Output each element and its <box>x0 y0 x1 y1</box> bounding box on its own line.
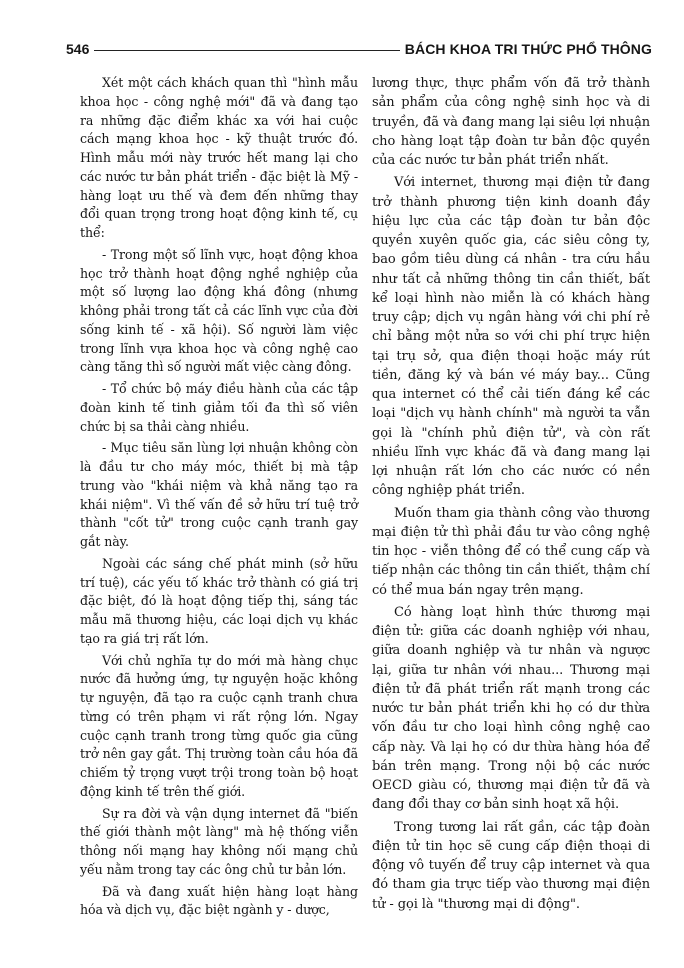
paragraph: - Mục tiêu săn lùng lợi nhuận không còn là đầu tư cho máy móc, thiết bị mà tập trung vào "khái niệm và khả năng tạo ra khái niệm". Vì thế vấn đề sở hữu trí tuệ trở thành "cốt tử" trong cuộc cạnh tranh gay gắt này. <box>80 440 358 549</box>
paragraph: Muốn tham gia thành công vào thương mại điện tử thì phải đầu tư vào công nghệ tin học - viễn thông để có thể cung cấp và tiếp nhận các thông tin cần thiết, thậm chí có thể mua bán ngay trên mạng. <box>372 505 650 598</box>
header-rule <box>94 50 399 51</box>
paragraph: - Tổ chức bộ máy điều hành của các tập đoàn kinh tế tinh giảm tối đa thì số viên chức bị sa thải càng nhiều. <box>80 381 358 434</box>
paragraph: Với internet, thương mại điện tử đang trở thành phương tiện kinh doanh đầy hiệu lực của các tập đoàn tư bản độc quyền xuyên quốc gia, các siêu công ty, bao gồm tiêu dùng cá nhân - tra cứu hầu như tất cả những thông tin cần thiết, bất kể loại hình nào miễn là có khách hàng truy cập; dịch vụ ngân hàng với chi phí rẻ chỉ bằng một nửa so với chi phí trực hiện tại trụ sở, qua điện thoại hoặc máy rút tiền, đăng ký và bán vé máy bay... Cũng qua internet có thể cải tiến đáng kể các loại "dịch vụ hành chính" mà người ta vẫn gọi là "chính phủ điện tử", và còn rất nhiều lĩnh vực khác đã và đang mang lại lợi nhuận rất lớn cho các nước có nền công nghiệp phát triển. <box>372 175 650 499</box>
paragraph: - Trong một số lĩnh vực, hoạt động khoa học trở thành hoạt động nghề nghiệp của một số lượng lao động khá đông (nhưng không phải trong tất cả các lĩnh vực của đời sống kinh tế - xã hội). Số người làm việc trong lĩnh vựa khoa học và công nghệ cao càng tăng thì số người mất việc càng đông. <box>80 246 358 375</box>
paragraph: Xét một cách khách quan thì "hình mẫu khoa học - công nghệ mới" đã và đang tạo ra những đặc điểm khác xa với hai cuộc cách mạng khoa học - kỹ thuật trước đó. Hình mẫu mới này trước hết mang lại cho các nước tư bản phát triển - đặc biệt là Mỹ - hàng loạt ưu thế và đem đến những thay đổi quan trọng trong hoạt động kinh tế, cụ thể: <box>80 75 358 240</box>
paragraph: Ngoài các sáng chế phát minh (sở hữu trí tuệ), các yếu tố khác trở thành có giá trị đặc biệt, đó là hoạt động tiếp thị, sáng tác mẫu mã thương hiệu, các loại dịch vụ khác tạo ra giá trị rất lớn. <box>80 555 358 646</box>
paragraph: Sự ra đời và vận dụng internet đã "biến thế giới thành một làng" mà hệ thống viễn thông nối mạng hay không nối mạng chủ yếu nằm trong tay các ông chủ tư bản lớn. <box>80 805 358 877</box>
paragraph: Với chủ nghĩa tự do mới mà hàng chục nước đã hưởng ứng, tự nguyện hoặc không tự nguyện, đã tạo ra cuộc cạnh tranh chưa từng có trên phạm vi rất rộng lớn. Ngay cuộc cạnh tranh trong từng quốc gia cũng trở nên gay gắt. Thị trường toàn cầu hóa đã chiếm tỷ trọng vượt trội trong toàn bộ hoạt động kinh tế trên thế giới. <box>80 652 358 799</box>
left-column <box>80 74 358 923</box>
paragraph: Có hàng loạt hình thức thương mại điện tử: giữa các doanh nghiệp với nhau, giữa doanh nghiệp và tư nhân và ngược lại, giữa tư nhân với nhau... Thương mại điện tử đã phát triển rất mạnh trong các nước tư bản phát triển khi họ có dư thừa vốn đầu tư cho loại hình công nghệ cao cấp này. Và lại họ có dư thừa hàng hóa để bán trên mạng. Trong nội bộ các nước OECD giàu có, thương mại điện tử đã và đang đổi thay cơ bản sinh hoạt xã hội. <box>372 604 650 813</box>
paragraph: Đã và đang xuất hiện hàng loạt hàng hóa và dịch vụ, đặc biệt ngành y - dược, <box>80 883 358 918</box>
paragraph-continuation: lương thực, thực phẩm vốn đã trở thành sản phẩm của công nghệ sinh học và di truyền, đã và đang mang lại siêu lợi nhuận cho hàng loạt tập đoàn tư bản độc quyền của các nước tư bản phát triển nhất. <box>372 76 650 168</box>
right-column <box>372 74 650 917</box>
page-header <box>66 38 652 60</box>
running-title: BÁCH KHOA TRI THỨC PHỔ THÔNG <box>404 41 652 57</box>
page-number: 546 <box>66 41 90 57</box>
paragraph: Trong tương lai rất gần, các tập đoàn điện tử tin học sẽ cung cấp điện thoại di động vô tuyến để truy cập internet và qua đó tham gia trực tiếp vào thương mại điện tử - gọi là "thương mại di động". <box>372 819 650 912</box>
